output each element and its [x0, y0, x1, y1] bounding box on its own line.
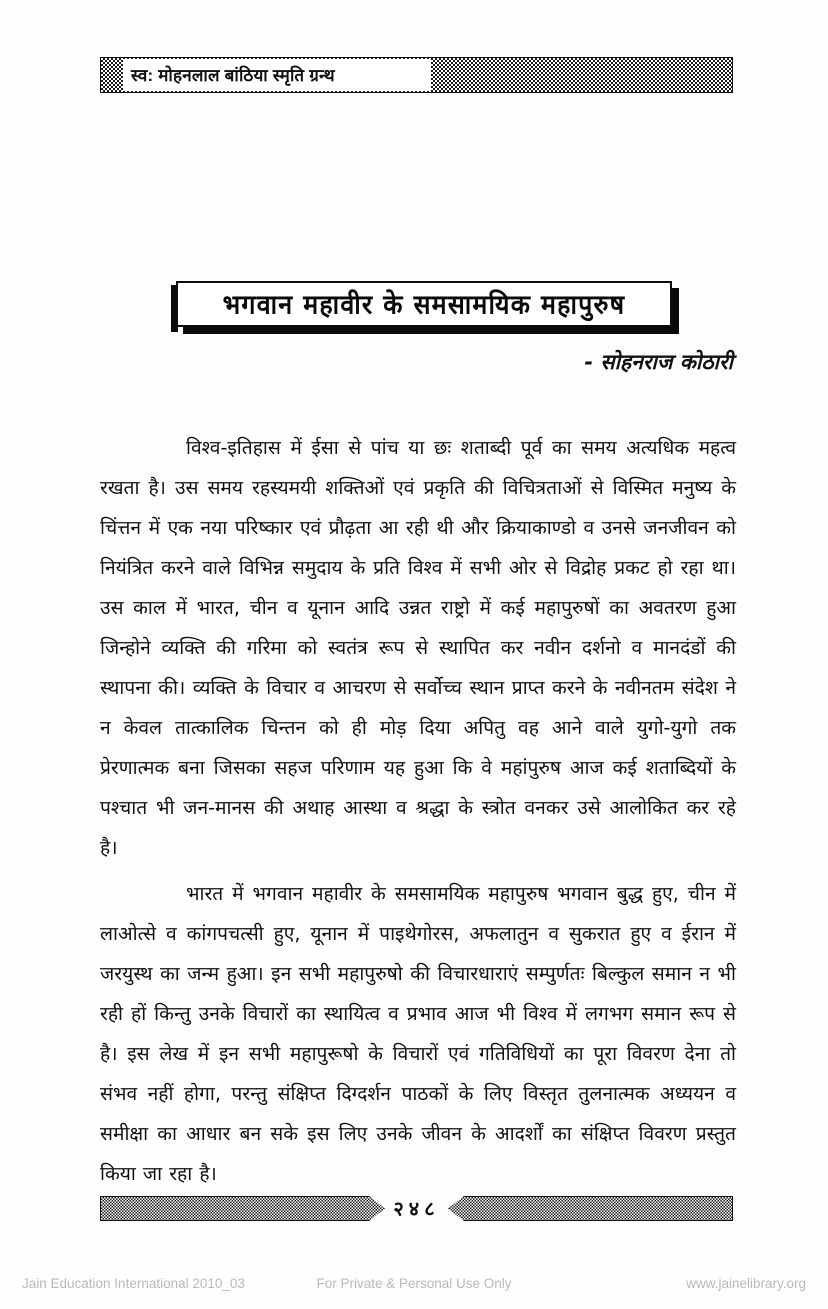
page-number: २४८ [393, 1195, 440, 1220]
footer-page-band [100, 1196, 733, 1221]
page-title: भगवान महावीर के समसामयिक महापुरुष [222, 289, 626, 320]
credit-usage-notice: For Private & Personal Use Only [316, 1275, 512, 1291]
article-body [100, 428, 736, 1200]
author-byline: - सोहनराज कोठारी [584, 350, 733, 374]
article-title-banner [176, 281, 672, 327]
running-header-title: स्व: मोहनलाल बांठिया स्मृति ग्रन्थ [131, 66, 335, 86]
body-paragraph: विश्व-इतिहास में ईसा से पांच या छः शताब्दी पूर्व का समय अत्यधिक महत्व रखता है। उस समय रहस्यमयी शक्तिओं एवं प्रकृति की विचित्रताओं से विस्मित मनुष्य के चिंत्तन में एक नया परिष्कार एवं प्रौढ़ता आ रही थी और क्रियाकाण्डो व उनसे जनजीवन को नियंत्रित करने वाले विभिन्न समुदाय के प्रति विश्व में सभी ओर से विद्रोह प्रकट हो रहा था। उस काल में भारत, चीन व यूनान आदि उन्नत राष्ट्रो में कई महापुरुषों का अवतरण हुआ जिन्होने व्यक्ति की गरिमा को स्वतंत्र रूप से स्थापित कर नवीन दर्शनो व मानदंडों की स्थापना की। व्यक्ति के विचार व आचरण से सर्वोच्च स्थान प्राप्त करने के नवीनतम संदेश ने न केवल तात्कालिक चिन्तन को ही मोड़ दिया अपितु वह आने वाले युगो-युगो तक प्रेरणात्मक बना जिसका सहज परिणाम यह हुआ कि वे महांपुरुष आज कई शताब्दियों के पश्चात भी जन-मानस की अथाह आस्था व श्रद्धा के स्त्रोत वनकर उसे आलोकित कर रहे है। [100, 436, 736, 859]
credit-website: www.jainelibrary.org [686, 1275, 806, 1291]
credit-organization: Jain Education International 2010_03 [22, 1275, 245, 1291]
title-box [176, 281, 672, 327]
running-header-band [100, 57, 733, 93]
scan-credit-strip [0, 1272, 828, 1294]
body-paragraph: भारत में भगवान महावीर के समसामयिक महापुरुष भगवान बुद्ध हुए, चीन में लाओत्से व कांगपचत्सी हुए, यूनान में पाइथेगोरस, अफलातुन व सुकरात हुए व ईरान में जरयुस्थ का जन्म हुआ। इन सभी महापुरुषो की विचारधाराएं सम्पुर्णतः बिल्कुल समान न भी रही हों किन्तु उनके विचारों का स्थायित्व व प्रभाव आज भी विश्व में लगभग समान रूप से है। इस लेख में इन सभी महापुरूषो के विचारों एवं गतिविधियों का पूरा विवरण देना तो संभव नहीं होगा, परन्तु संक्षिप्त दिग्दर्शन पाठकों के लिए विस्तृत तुलनात्मक अध्ययन व समीक्षा का आधार बन सके इस लिए उनके जीवन के आदर्शों का संक्षिप्त विवरण प्रस्तुत किया जा रहा है। [100, 882, 736, 1185]
